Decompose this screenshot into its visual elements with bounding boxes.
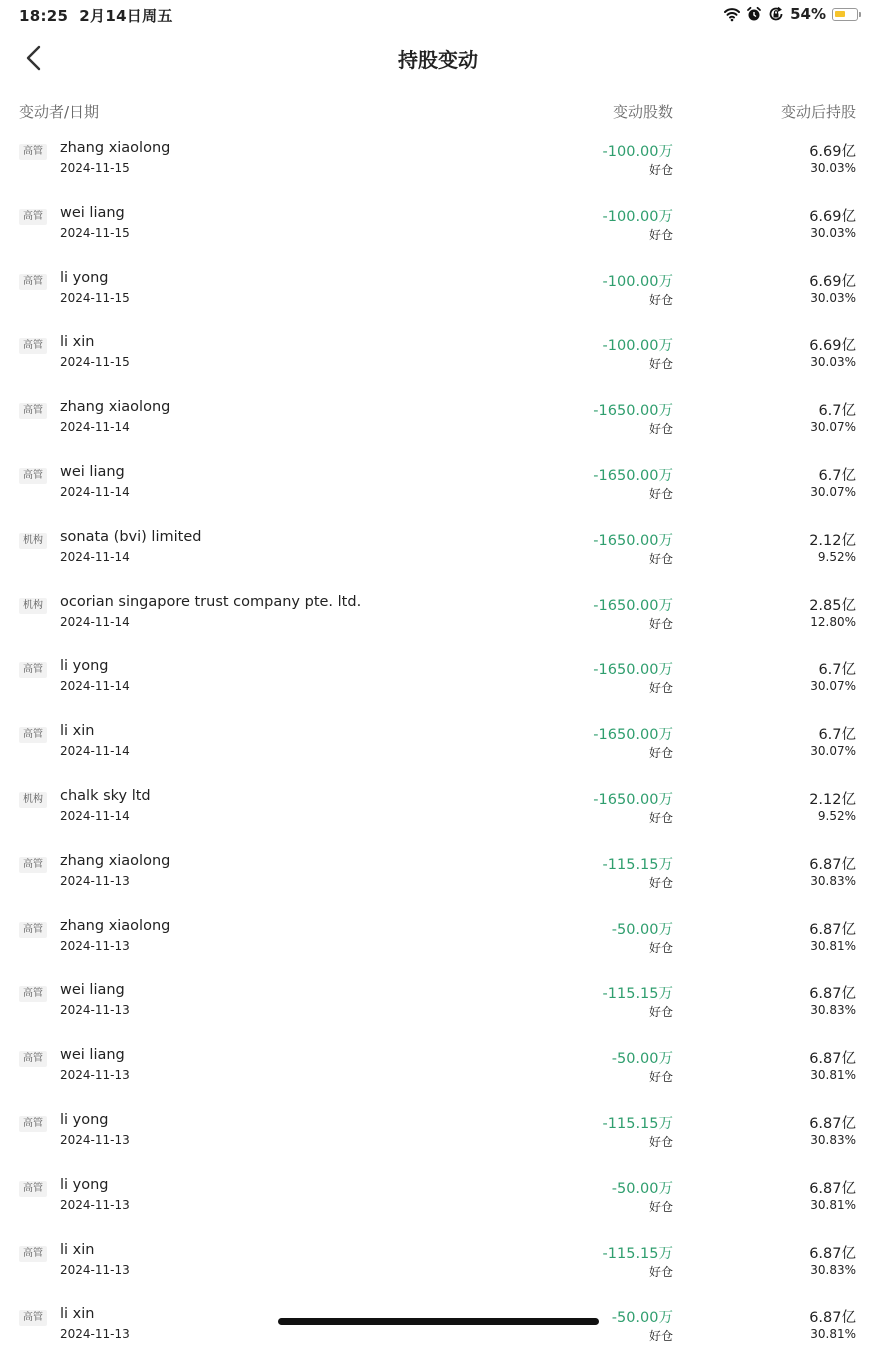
holding-after: 6.69亿: [809, 208, 856, 225]
list-item[interactable]: [0, 849, 876, 914]
holding-after: 6.7亿: [818, 467, 856, 484]
holder-type-badge: 高管: [19, 274, 47, 290]
list-item[interactable]: [0, 136, 876, 201]
change-shares: -1650.00万: [593, 662, 673, 679]
header-holder-date: 变动者/日期: [19, 103, 100, 121]
holder-name: li xin: [60, 334, 95, 351]
change-date: 2024-11-13: [60, 873, 130, 888]
list-item[interactable]: [0, 590, 876, 655]
holding-percent: 30.07%: [810, 420, 856, 435]
change-date: 2024-11-14: [60, 614, 130, 629]
holder-name: sonata (bvi) limited: [60, 528, 202, 545]
holding-after: 6.87亿: [809, 1180, 856, 1197]
change-date: 2024-11-15: [60, 161, 130, 175]
header-after-holdings: 变动后持股: [780, 103, 856, 121]
holding-percent: 12.80%: [810, 614, 856, 629]
position-type: 好仓: [648, 746, 673, 761]
holding-percent: 30.03%: [810, 225, 856, 240]
change-shares: -115.15万: [602, 986, 673, 1003]
position-type: 好仓: [648, 1134, 673, 1149]
change-date: 2024-11-14: [60, 808, 130, 823]
holding-percent: 30.03%: [810, 290, 856, 305]
change-shares: -100.00万: [602, 144, 673, 160]
list-item[interactable]: [0, 525, 876, 590]
holder-type-badge: 高管: [19, 403, 47, 419]
table-header: [0, 96, 876, 126]
list-item[interactable]: [0, 460, 876, 525]
position-type: 好仓: [648, 616, 673, 631]
orientation-lock-icon: [768, 6, 784, 22]
holding-percent: 30.83%: [810, 873, 856, 888]
holding-percent: 9.52%: [817, 549, 856, 564]
change-date: 2024-11-15: [60, 355, 130, 370]
holder-name: li yong: [60, 1176, 109, 1193]
change-date: 2024-11-14: [60, 744, 130, 759]
holding-after: 6.87亿: [809, 1051, 856, 1068]
change-shares: -1650.00万: [593, 403, 673, 420]
holder-type-badge: 机构: [19, 533, 47, 549]
holding-change-list: [0, 136, 876, 1367]
position-type: 好仓: [648, 681, 673, 696]
list-item[interactable]: [0, 330, 876, 395]
holder-type-badge: 高管: [19, 1181, 47, 1197]
holder-name: ocorian singapore trust company pte. ltd.: [60, 593, 362, 610]
position-type: 好仓: [648, 357, 673, 372]
holding-percent: 30.81%: [810, 938, 856, 953]
change-shares: -50.00万: [611, 921, 673, 938]
holding-after: 2.12亿: [809, 532, 856, 549]
holder-type-badge: 高管: [19, 144, 47, 160]
battery-percent: 54%: [790, 5, 826, 23]
holder-name: zhang xiaolong: [60, 140, 171, 156]
list-item[interactable]: [0, 1043, 876, 1108]
position-type: 好仓: [648, 227, 673, 242]
holding-after: 6.7亿: [818, 403, 856, 420]
holding-percent: 30.81%: [810, 1327, 856, 1342]
list-item[interactable]: [0, 978, 876, 1043]
page-title: 持股变动: [398, 48, 478, 72]
holder-name: wei liang: [60, 204, 125, 221]
holder-type-badge: 机构: [19, 792, 47, 808]
holding-after: 2.85亿: [809, 597, 856, 614]
holder-name: chalk sky ltd: [60, 787, 151, 804]
change-date: 2024-11-14: [60, 679, 130, 694]
position-type: 好仓: [648, 422, 673, 437]
holding-percent: 30.83%: [810, 1132, 856, 1147]
list-item[interactable]: [0, 1238, 876, 1303]
holder-type-badge: 高管: [19, 209, 47, 225]
holding-after: 6.69亿: [809, 273, 856, 290]
position-type: 好仓: [648, 292, 673, 307]
holder-type-badge: 高管: [19, 1116, 47, 1132]
holder-type-badge: 高管: [19, 338, 47, 354]
holding-after: 6.69亿: [809, 144, 856, 160]
status-bar: [0, 0, 876, 28]
holding-after: 6.69亿: [809, 338, 856, 355]
change-shares: -1650.00万: [593, 597, 673, 614]
holder-type-badge: 高管: [19, 662, 47, 678]
position-type: 好仓: [648, 163, 673, 177]
status-indicators: [724, 4, 858, 24]
change-shares: -100.00万: [602, 338, 673, 355]
holding-percent: 30.07%: [810, 744, 856, 759]
status-date: 2月14日周五: [79, 7, 173, 25]
holder-name: li xin: [60, 1306, 95, 1323]
holding-percent: 30.03%: [810, 355, 856, 370]
header-change-shares: 变动股数: [612, 103, 673, 121]
holder-name: zhang xiaolong: [60, 917, 171, 934]
change-date: 2024-11-13: [60, 1262, 130, 1277]
holder-type-badge: 高管: [19, 986, 47, 1002]
change-shares: -115.15万: [602, 856, 673, 873]
position-type: 好仓: [648, 551, 673, 566]
change-shares: -1650.00万: [593, 467, 673, 484]
status-time: [19, 5, 173, 26]
home-indicator[interactable]: [278, 1318, 599, 1325]
change-date: 2024-11-15: [60, 225, 130, 240]
holding-percent: 30.83%: [810, 1003, 856, 1018]
holding-percent: 30.83%: [810, 1262, 856, 1277]
change-date: 2024-11-13: [60, 1327, 130, 1342]
change-shares: -1650.00万: [593, 791, 673, 808]
holding-after: 6.87亿: [809, 1245, 856, 1262]
holder-name: li xin: [60, 1241, 95, 1258]
holding-percent: 30.07%: [810, 679, 856, 694]
position-type: 好仓: [648, 486, 673, 501]
list-item[interactable]: [0, 654, 876, 719]
holder-type-badge: 高管: [19, 922, 47, 938]
change-date: 2024-11-13: [60, 1068, 130, 1083]
battery-icon: [832, 8, 858, 21]
list-item[interactable]: [0, 914, 876, 979]
change-shares: -100.00万: [602, 273, 673, 290]
status-clock: 18:25: [19, 7, 69, 25]
change-shares: -50.00万: [611, 1180, 673, 1197]
holder-type-badge: 高管: [19, 857, 47, 873]
holding-after: 6.87亿: [809, 921, 856, 938]
list-item[interactable]: [0, 719, 876, 784]
change-date: 2024-11-14: [60, 484, 130, 499]
list-item[interactable]: [0, 784, 876, 849]
position-type: 好仓: [648, 1329, 673, 1344]
position-type: 好仓: [648, 875, 673, 890]
holding-percent: 9.52%: [817, 808, 856, 823]
holder-name: li xin: [60, 723, 95, 740]
holder-type-badge: 高管: [19, 1051, 47, 1067]
holder-type-badge: 高管: [19, 727, 47, 743]
change-date: 2024-11-13: [60, 938, 130, 953]
holding-after: 6.87亿: [809, 1115, 856, 1132]
change-shares: -50.00万: [611, 1310, 673, 1327]
position-type: 好仓: [648, 1070, 673, 1085]
holder-name: wei liang: [60, 463, 125, 480]
wifi-icon: [724, 6, 740, 22]
change-shares: -1650.00万: [593, 727, 673, 744]
change-shares: -115.15万: [602, 1115, 673, 1132]
list-item[interactable]: [0, 1173, 876, 1238]
holding-percent: 30.81%: [810, 1068, 856, 1083]
position-type: 好仓: [648, 1264, 673, 1279]
holder-type-badge: 高管: [19, 1310, 47, 1326]
change-date: 2024-11-15: [60, 290, 130, 305]
list-item[interactable]: [0, 201, 876, 266]
holding-percent: 30.03%: [810, 161, 856, 175]
holder-name: li yong: [60, 269, 109, 286]
holding-after: 6.7亿: [818, 662, 856, 679]
change-date: 2024-11-13: [60, 1132, 130, 1147]
holding-percent: 30.07%: [810, 484, 856, 499]
holder-type-badge: 机构: [19, 598, 47, 614]
holding-after: 6.87亿: [809, 986, 856, 1003]
alarm-icon: [746, 6, 762, 22]
holding-after: 2.12亿: [809, 791, 856, 808]
change-shares: -50.00万: [611, 1051, 673, 1068]
nav-bar: [0, 30, 876, 86]
holder-name: li yong: [60, 658, 109, 675]
change-date: 2024-11-13: [60, 1197, 130, 1212]
position-type: 好仓: [648, 810, 673, 825]
position-type: 好仓: [648, 1199, 673, 1214]
holder-name: zhang xiaolong: [60, 399, 171, 416]
change-shares: -1650.00万: [593, 532, 673, 549]
position-type: 好仓: [648, 940, 673, 955]
change-shares: -115.15万: [602, 1245, 673, 1262]
holder-name: li yong: [60, 1111, 109, 1128]
holder-type-badge: 高管: [19, 468, 47, 484]
change-date: 2024-11-14: [60, 549, 130, 564]
holder-type-badge: 高管: [19, 1246, 47, 1262]
position-type: 好仓: [648, 1005, 673, 1020]
holding-after: 6.7亿: [818, 727, 856, 744]
list-item[interactable]: [0, 1302, 876, 1367]
list-item[interactable]: [0, 266, 876, 331]
list-item[interactable]: [0, 395, 876, 460]
list-item[interactable]: [0, 1108, 876, 1173]
holder-name: wei liang: [60, 1047, 125, 1064]
holding-after: 6.87亿: [809, 1310, 856, 1327]
battery-level: [835, 11, 845, 17]
change-date: 2024-11-14: [60, 420, 130, 435]
change-date: 2024-11-13: [60, 1003, 130, 1018]
holder-name: wei liang: [60, 982, 125, 999]
holding-after: 6.87亿: [809, 856, 856, 873]
holder-name: zhang xiaolong: [60, 852, 171, 869]
holding-percent: 30.81%: [810, 1197, 856, 1212]
change-shares: -100.00万: [602, 208, 673, 225]
